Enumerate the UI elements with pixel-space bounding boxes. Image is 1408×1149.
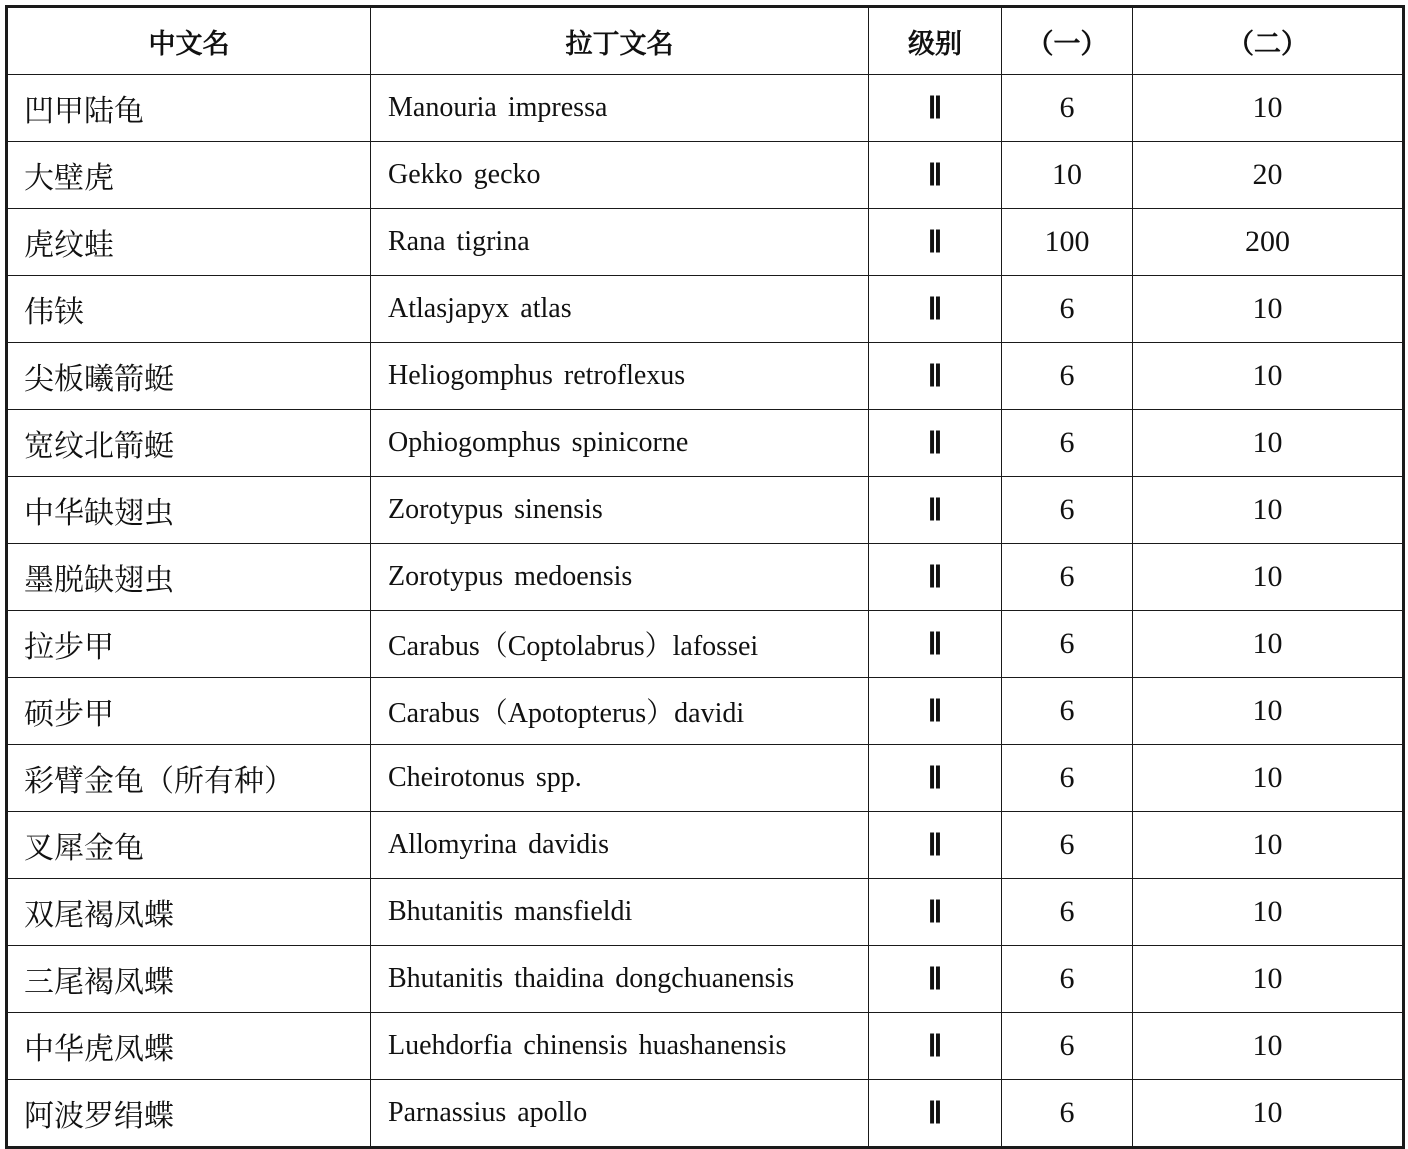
cell-col-two: 10 <box>1133 544 1404 611</box>
cell-col-one: 6 <box>1002 879 1133 946</box>
cell-col-one: 6 <box>1002 946 1133 1013</box>
table-row <box>7 410 1404 477</box>
cell-level: Ⅱ <box>869 75 1002 142</box>
cell-col-one: 100 <box>1002 209 1133 276</box>
cell-col-one: 6 <box>1002 343 1133 410</box>
cell-col-two: 10 <box>1133 1013 1404 1080</box>
cell-level: Ⅱ <box>869 142 1002 209</box>
cell-col-two: 10 <box>1133 343 1404 410</box>
cell-latin-name: Parnassius apollo <box>371 1080 869 1148</box>
header-col-one: （一） <box>1002 7 1133 75</box>
cell-col-two: 10 <box>1133 812 1404 879</box>
cell-level: Ⅱ <box>869 812 1002 879</box>
table-row <box>7 812 1404 879</box>
table-row <box>7 276 1404 343</box>
cell-latin-name: Bhutanitis mansfieldi <box>371 879 869 946</box>
cell-col-one: 6 <box>1002 1013 1133 1080</box>
table-row <box>7 75 1404 142</box>
cell-col-two: 10 <box>1133 879 1404 946</box>
header-latin-name: 拉丁文名 <box>371 7 869 75</box>
cell-col-one: 6 <box>1002 276 1133 343</box>
species-table-container <box>5 5 1402 1133</box>
table-body <box>7 75 1404 1148</box>
cell-col-one: 6 <box>1002 611 1133 678</box>
cell-chinese-name: 大壁虎 <box>7 142 371 209</box>
cell-col-one: 6 <box>1002 75 1133 142</box>
table-row <box>7 678 1404 745</box>
cell-latin-name: Zorotypus sinensis <box>371 477 869 544</box>
cell-col-one: 6 <box>1002 678 1133 745</box>
cell-chinese-name: 硕步甲 <box>7 678 371 745</box>
cell-level: Ⅱ <box>869 343 1002 410</box>
table-row <box>7 745 1404 812</box>
cell-col-two: 10 <box>1133 75 1404 142</box>
cell-latin-name: Rana tigrina <box>371 209 869 276</box>
cell-latin-name: Bhutanitis thaidina dongchuanensis <box>371 946 869 1013</box>
cell-chinese-name: 中华虎凤蝶 <box>7 1013 371 1080</box>
table-row <box>7 879 1404 946</box>
cell-col-two: 10 <box>1133 1080 1404 1148</box>
table-row <box>7 544 1404 611</box>
table-row <box>7 142 1404 209</box>
cell-latin-name: Carabus（Coptolabrus）lafossei <box>371 611 869 678</box>
cell-chinese-name: 伟铗 <box>7 276 371 343</box>
header-row <box>7 7 1404 75</box>
cell-chinese-name: 中华缺翅虫 <box>7 477 371 544</box>
cell-level: Ⅱ <box>869 745 1002 812</box>
cell-col-one: 10 <box>1002 142 1133 209</box>
cell-latin-name: Heliogomphus retroflexus <box>371 343 869 410</box>
cell-col-one: 6 <box>1002 745 1133 812</box>
cell-col-two: 200 <box>1133 209 1404 276</box>
cell-level: Ⅱ <box>869 1080 1002 1148</box>
table-row <box>7 611 1404 678</box>
header-col-two: （二） <box>1133 7 1404 75</box>
cell-col-two: 10 <box>1133 611 1404 678</box>
cell-level: Ⅱ <box>869 410 1002 477</box>
cell-col-one: 6 <box>1002 544 1133 611</box>
cell-chinese-name: 三尾褐凤蝶 <box>7 946 371 1013</box>
cell-level: Ⅱ <box>869 946 1002 1013</box>
cell-chinese-name: 尖板曦箭蜓 <box>7 343 371 410</box>
table-row <box>7 1013 1404 1080</box>
cell-col-two: 10 <box>1133 276 1404 343</box>
cell-col-two: 10 <box>1133 745 1404 812</box>
cell-level: Ⅱ <box>869 276 1002 343</box>
cell-level: Ⅱ <box>869 209 1002 276</box>
cell-chinese-name: 彩臂金龟（所有种） <box>7 745 371 812</box>
cell-latin-name: Atlasjapyx atlas <box>371 276 869 343</box>
cell-latin-name: Gekko gecko <box>371 142 869 209</box>
cell-chinese-name: 阿波罗绢蝶 <box>7 1080 371 1148</box>
cell-chinese-name: 虎纹蛙 <box>7 209 371 276</box>
cell-level: Ⅱ <box>869 477 1002 544</box>
cell-col-two: 10 <box>1133 410 1404 477</box>
cell-chinese-name: 拉步甲 <box>7 611 371 678</box>
cell-latin-name: Zorotypus medoensis <box>371 544 869 611</box>
cell-level: Ⅱ <box>869 879 1002 946</box>
cell-latin-name: Manouria impressa <box>371 75 869 142</box>
header-chinese-name: 中文名 <box>7 7 371 75</box>
cell-level: Ⅱ <box>869 1013 1002 1080</box>
cell-col-one: 6 <box>1002 477 1133 544</box>
cell-col-two: 20 <box>1133 142 1404 209</box>
cell-col-one: 6 <box>1002 812 1133 879</box>
cell-latin-name: Allomyrina davidis <box>371 812 869 879</box>
cell-latin-name: Ophiogomphus spinicorne <box>371 410 869 477</box>
cell-latin-name: Luehdorfia chinensis huashanensis <box>371 1013 869 1080</box>
cell-col-two: 10 <box>1133 678 1404 745</box>
cell-level: Ⅱ <box>869 678 1002 745</box>
cell-chinese-name: 双尾褐凤蝶 <box>7 879 371 946</box>
species-table <box>5 5 1405 1149</box>
cell-col-two: 10 <box>1133 477 1404 544</box>
cell-latin-name: Cheirotonus spp. <box>371 745 869 812</box>
table-row <box>7 946 1404 1013</box>
cell-chinese-name: 宽纹北箭蜓 <box>7 410 371 477</box>
cell-level: Ⅱ <box>869 544 1002 611</box>
table-row <box>7 343 1404 410</box>
cell-level: Ⅱ <box>869 611 1002 678</box>
cell-chinese-name: 墨脱缺翅虫 <box>7 544 371 611</box>
cell-col-one: 6 <box>1002 1080 1133 1148</box>
table-row <box>7 209 1404 276</box>
table-row <box>7 477 1404 544</box>
header-level: 级别 <box>869 7 1002 75</box>
table-row <box>7 1080 1404 1148</box>
cell-chinese-name: 叉犀金龟 <box>7 812 371 879</box>
cell-latin-name: Carabus（Apotopterus）davidi <box>371 678 869 745</box>
cell-chinese-name: 凹甲陆龟 <box>7 75 371 142</box>
cell-col-one: 6 <box>1002 410 1133 477</box>
cell-col-two: 10 <box>1133 946 1404 1013</box>
